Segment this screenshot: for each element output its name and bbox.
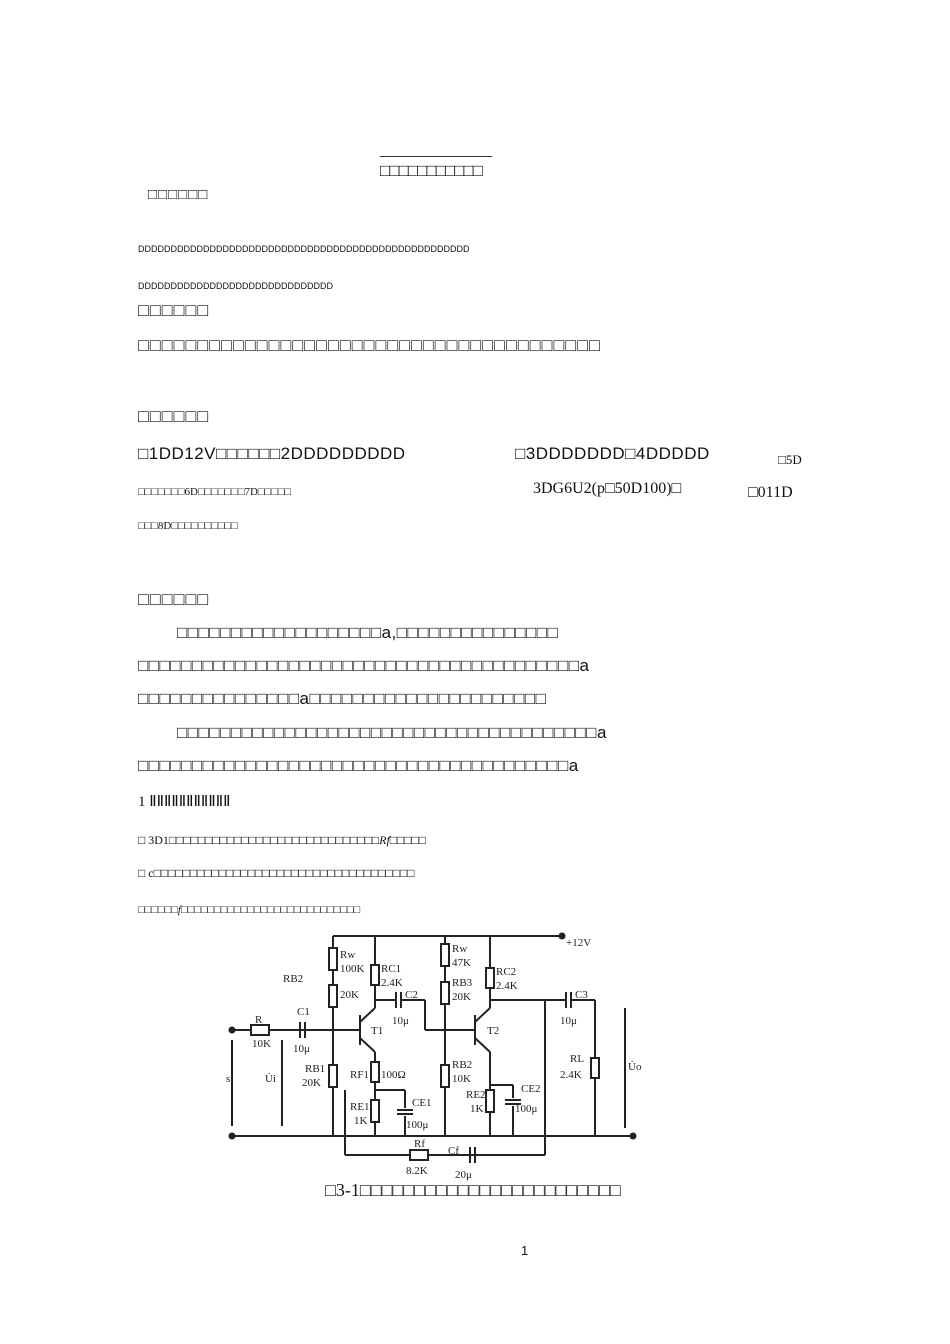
small-line-3: □ c□□□□□□□□□□□□□□□□□□□□□□□□□□□□□□□□□□□□ bbox=[138, 866, 415, 880]
paragraph1-line1: □□□□□□□□□□□□□□□□□□□a,□□□□□□□□□□□□□□□ bbox=[177, 623, 559, 642]
small-line-2-rf: Rf bbox=[379, 833, 390, 847]
equipment-line1-b: □3DDDDDDD□4DDDDD bbox=[515, 444, 710, 463]
label-r-val: 10K bbox=[252, 1038, 271, 1050]
small-line-4-f: f bbox=[177, 904, 181, 916]
label-rc2: RC2 bbox=[496, 966, 517, 978]
section1-text: □□□□□□□□□□□□□□□□□□□□□□□□□□□□□□□□□□□□□□□ bbox=[138, 335, 602, 355]
label-uo: U̇o bbox=[628, 1061, 642, 1073]
label-ce2-val: 100μ bbox=[515, 1103, 538, 1115]
label-ce2: CE2 bbox=[521, 1083, 541, 1095]
label-rc1-val: 2.4K bbox=[381, 977, 403, 989]
equipment-line2-a: □□□□□□□6D□□□□□□□7D□□□□□ bbox=[138, 486, 292, 498]
label-c1-val: 10μ bbox=[293, 1043, 310, 1055]
label-rb3: RB3 bbox=[452, 977, 473, 989]
small-line-4-suffix: □□□□□□□□□□□□□□□□□□□□□□□□□□□ bbox=[180, 904, 361, 916]
label-cf: Cf bbox=[448, 1145, 459, 1157]
equipment-line1-c: □5D bbox=[778, 452, 802, 467]
label-rb3-val: 20K bbox=[452, 991, 471, 1003]
label-rb2-val: 20K bbox=[340, 989, 359, 1001]
label-t1: T1 bbox=[371, 1025, 384, 1037]
label-rf1-val: 100Ω bbox=[381, 1069, 406, 1081]
label-rb1: RB1 bbox=[305, 1063, 326, 1075]
garbled-line-2: DDDDDDDDDDDDDDDDDDDDDDDDDDDDDD bbox=[138, 281, 333, 291]
label-ui: U̇i bbox=[265, 1073, 276, 1085]
subheader: □□□□□□ bbox=[148, 186, 209, 203]
small-line-1: 1 ⅡⅡⅡⅡⅡⅡⅡⅡⅡⅡⅡ bbox=[138, 794, 231, 810]
paragraph1-line3: □□□□□□□□□□□□□□□a□□□□□□□□□□□□□□□□□□□□□□ bbox=[138, 689, 547, 708]
small-line-2-prefix: □ 3D1□□□□□□□□□□□□□□□□□□□□□□□□□□□□□ bbox=[138, 833, 380, 847]
label-rf: Rf bbox=[414, 1138, 425, 1150]
label-re1: RE1 bbox=[350, 1101, 370, 1113]
label-rb2b-val: 10K bbox=[452, 1073, 471, 1085]
label-us: s bbox=[226, 1073, 231, 1085]
section1-heading: □□□□□□ bbox=[138, 300, 210, 320]
document-title-text: □□□□□□□□□□□ bbox=[380, 161, 482, 180]
small-line-4-prefix: □□□□□□ bbox=[138, 904, 178, 916]
paragraph1-line2: □□□□□□□□□□□□□□□□□□□□□□□□□□□□□□□□□□□□□□□□□a bbox=[138, 656, 590, 675]
label-rb2b: RB2 bbox=[452, 1059, 473, 1071]
label-r: R bbox=[255, 1014, 263, 1026]
section3-heading: □□□□□□ bbox=[138, 589, 210, 609]
label-re2-val: 1K bbox=[470, 1103, 484, 1115]
label-rb1-val: 20K bbox=[302, 1077, 321, 1089]
label-c3-val: 10μ bbox=[560, 1015, 577, 1027]
label-rc2-val: 2.4K bbox=[496, 980, 518, 992]
paragraph2-line1: □□□□□□□□□□□□□□□□□□□□□□□□□□□□□□□□□□□□□□□a bbox=[177, 723, 607, 742]
label-rl: RL bbox=[570, 1053, 585, 1065]
label-rb2-left: RB2 bbox=[283, 973, 304, 985]
label-rw1: Rw bbox=[340, 949, 356, 961]
page-number: 1 bbox=[521, 1243, 529, 1258]
garbled-line-1: DDDDDDDDDDDDDDDDDDDDDDDDDDDDDDDDDDDDDDDDDDDDDDDDDDD bbox=[138, 244, 470, 254]
paragraph2-line2: □□□□□□□□□□□□□□□□□□□□□□□□□□□□□□□□□□□□□□□□a bbox=[138, 756, 579, 775]
label-rl-val: 2.4K bbox=[560, 1069, 582, 1081]
label-ce1-val: 100μ bbox=[406, 1119, 429, 1131]
label-t2: T2 bbox=[487, 1025, 500, 1037]
label-c2-val: 10μ bbox=[392, 1015, 409, 1027]
label-vcc: +12V bbox=[566, 937, 592, 949]
equipment-line1-a: □1DD12V□□□□□□2DDDDDDDDD bbox=[138, 444, 406, 463]
label-cf-val: 20μ bbox=[455, 1169, 472, 1181]
label-c3: C3 bbox=[575, 989, 588, 1001]
equipment-line3: □□□8D□□□□□□□□□□ bbox=[138, 520, 238, 532]
label-c2: C2 bbox=[405, 989, 418, 1001]
small-line-2-suffix: □□□□□ bbox=[389, 833, 427, 847]
label-rf1: RF1 bbox=[350, 1069, 369, 1081]
figure-caption: □3-1□□□□□□□□□□□□□□□□□□□□□□□□ bbox=[325, 1180, 621, 1200]
label-rw1-val: 100K bbox=[340, 963, 365, 975]
section2-heading: □□□□□□ bbox=[138, 406, 210, 426]
equipment-line2-b: 3DG6U2(p□50D100)□ bbox=[533, 480, 682, 497]
label-re2: RE2 bbox=[466, 1089, 486, 1101]
equipment-line2-c: □011D bbox=[748, 484, 793, 501]
label-re1-val: 1K bbox=[354, 1115, 368, 1127]
label-c1: C1 bbox=[297, 1006, 310, 1018]
label-ce1: CE1 bbox=[412, 1097, 432, 1109]
label-rf-val: 8.2K bbox=[406, 1165, 428, 1177]
label-rc1: RC1 bbox=[381, 963, 402, 975]
label-rw2: Rw bbox=[452, 943, 468, 955]
label-rw2-val: 47K bbox=[452, 957, 471, 969]
